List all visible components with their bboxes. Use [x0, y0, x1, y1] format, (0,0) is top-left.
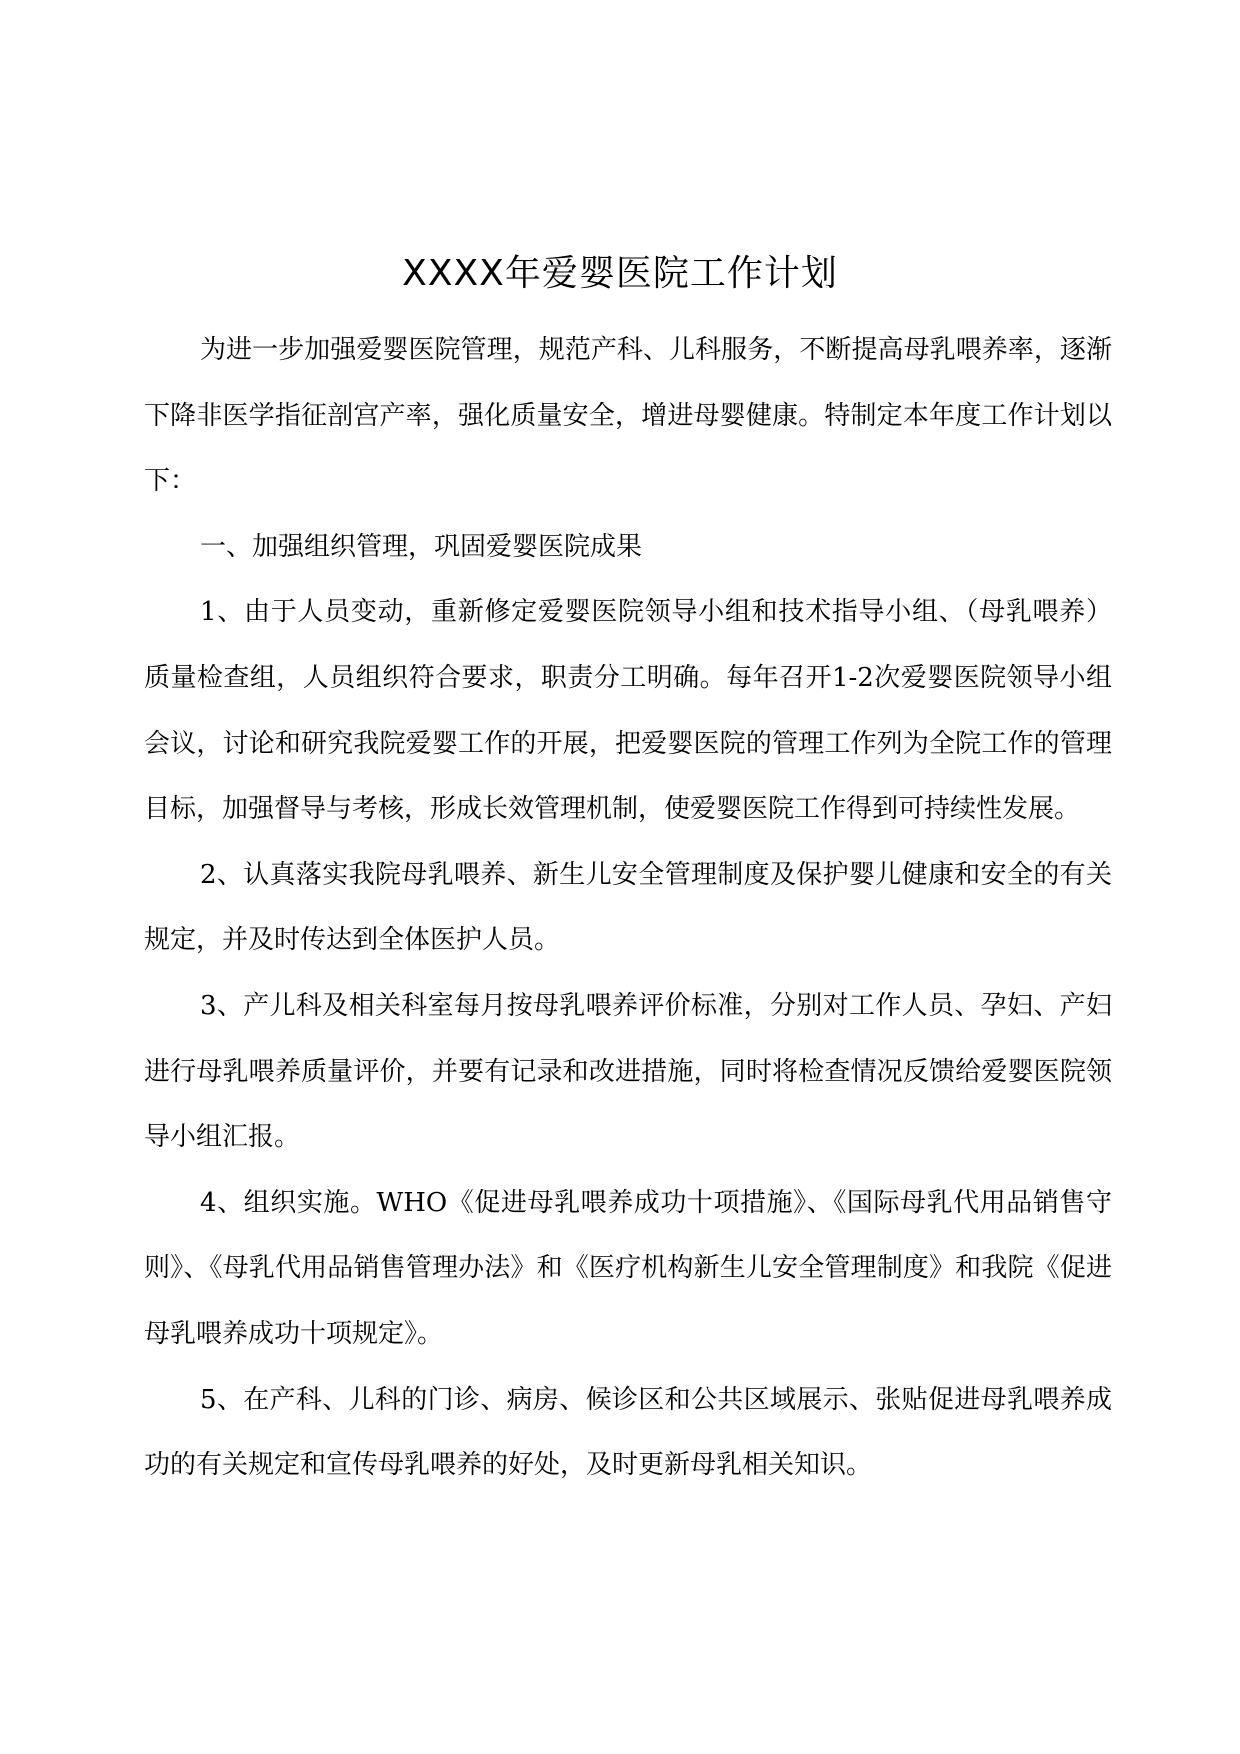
- item-paragraph-2: 2、认真落实我院母乳喂养、新生儿安全管理制度及保护婴儿健康和安全的有关规定，并及时传达到全体医护人员。: [144, 859, 1112, 956]
- intro-paragraph: 为进一步加强爱婴医院管理，规范产科、儿科服务，不断提高母乳喂养率，逐渐下降非医学指征剖宫产率，强化质量安全，增进母婴健康。特制定本年度工作计划以下：: [144, 335, 1112, 497]
- document-title: XXXX年爱婴医院工作计划: [402, 253, 838, 294]
- item-paragraph-4: 4、组织实施。WHO《促进母乳喂养成功十项措施》、《国际母乳代用品销售守则》、《母乳代用品销售管理办法》和《医疗机构新生儿安全管理制度》和我院《促进母乳喂养成功十项规定》。: [144, 1187, 1112, 1349]
- section-heading: 一、加强组织管理，巩固爱婴医院成果: [200, 531, 643, 562]
- document-body: [144, 318, 1112, 1499]
- item-paragraph-5: 5、在产科、儿科的门诊、病房、候诊区和公共区域展示、张贴促进母乳喂养成功的有关规定和宣传母乳喂养的好处，及时更新母乳相关知识。: [144, 1384, 1112, 1481]
- item-paragraph-3: 3、产儿科及相关科室每月按母乳喂养评价标准，分别对工作人员、孕妇、产妇进行母乳喂养质量评价，并要有记录和改进措施，同时将检查情况反馈给爱婴医院领导小组汇报。: [144, 990, 1112, 1153]
- item-paragraph-1: 1、由于人员变动，重新修定爱婴医院领导小组和技术指导小组、（母乳喂养）质量检查组，人员组织符合要求，职责分工明确。每年召开1-2次爱婴医院领导小组会议，讨论和研究我院爱婴工作的开展，把爱婴医院的管理工作列为全院工作的管理目标，加强督导与考核，形成长效管理机制，使爱婴医院工作得到可持续性发展。: [144, 597, 1112, 825]
